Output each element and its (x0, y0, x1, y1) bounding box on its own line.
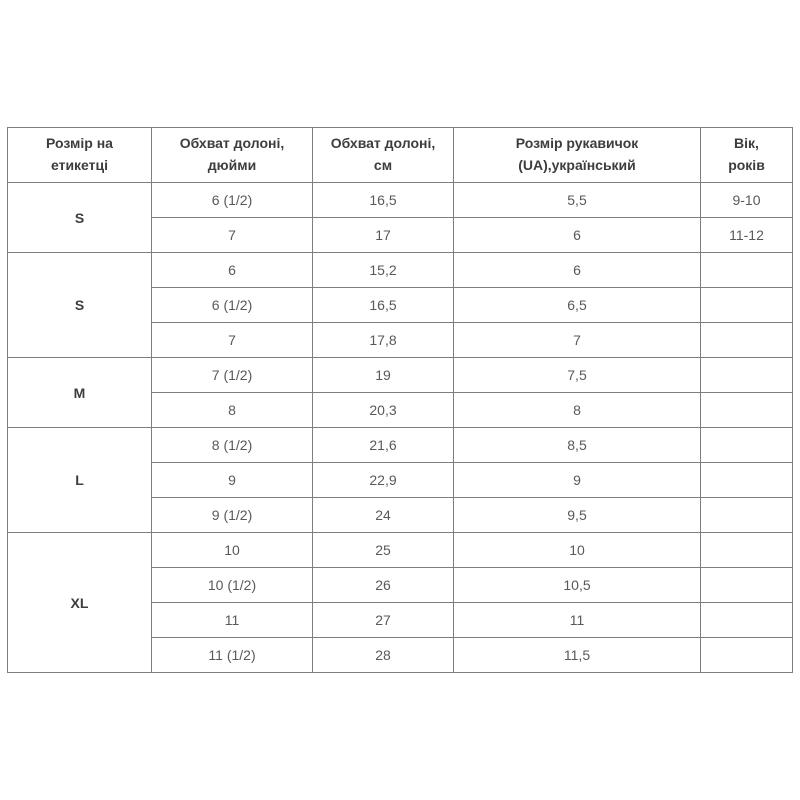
cell-age (701, 568, 793, 603)
cell-ua-size: 11,5 (454, 638, 701, 673)
cell-cm: 26 (313, 568, 454, 603)
cell-inches: 9 (1/2) (152, 498, 313, 533)
header-line: Розмір на (46, 135, 113, 152)
cell-age: 9-10 (701, 183, 793, 218)
cell-ua-size: 7 (454, 323, 701, 358)
cell-cm: 27 (313, 603, 454, 638)
header-line: Обхват долоні, (179, 135, 285, 152)
cell-cm: 21,6 (313, 428, 454, 463)
cell-age (701, 393, 793, 428)
column-header-label-size (8, 128, 152, 183)
cell-age (701, 638, 793, 673)
cell-ua-size: 10,5 (454, 568, 701, 603)
table-row (8, 428, 793, 463)
cell-inches: 6 (1/2) (152, 288, 313, 323)
table-row (8, 253, 793, 288)
cell-inches: 8 (1/2) (152, 428, 313, 463)
cell-inches: 7 (152, 218, 313, 253)
cell-age (701, 323, 793, 358)
table-row (8, 183, 793, 218)
size-label-cell: S (8, 253, 152, 358)
cell-ua-size: 6 (454, 218, 701, 253)
table-row (8, 358, 793, 393)
cell-age (701, 603, 793, 638)
cell-ua-size: 6,5 (454, 288, 701, 323)
column-header-age (701, 128, 793, 183)
cell-inches: 7 (1/2) (152, 358, 313, 393)
size-label-cell: XL (8, 533, 152, 673)
cell-cm: 16,5 (313, 288, 454, 323)
cell-ua-size: 5,5 (454, 183, 701, 218)
cell-ua-size: 8 (454, 393, 701, 428)
header-line: см (373, 157, 393, 173)
cell-age (701, 288, 793, 323)
cell-age (701, 358, 793, 393)
cell-ua-size: 9,5 (454, 498, 701, 533)
cell-cm: 17,8 (313, 323, 454, 358)
cell-cm: 25 (313, 533, 454, 568)
cell-ua-size: 8,5 (454, 428, 701, 463)
cell-age (701, 463, 793, 498)
header-row (8, 128, 793, 183)
cell-inches: 8 (152, 393, 313, 428)
cell-cm: 28 (313, 638, 454, 673)
cell-inches: 7 (152, 323, 313, 358)
cell-inches: 9 (152, 463, 313, 498)
header-line: років (728, 157, 765, 173)
cell-age (701, 533, 793, 568)
header-line: (UA),український (518, 157, 636, 173)
cell-inches: 10 (1/2) (152, 568, 313, 603)
header-line: Вік, (734, 135, 759, 152)
header-line: Розмір рукавичок (515, 135, 639, 152)
cell-cm: 22,9 (313, 463, 454, 498)
cell-age (701, 253, 793, 288)
cell-inches: 10 (152, 533, 313, 568)
cell-age (701, 498, 793, 533)
size-label-cell: S (8, 183, 152, 253)
size-label-cell: L (8, 428, 152, 533)
cell-ua-size: 6 (454, 253, 701, 288)
column-header-ua-size (454, 128, 701, 183)
glove-size-table (7, 127, 793, 673)
cell-inches: 11 (152, 603, 313, 638)
header-line: Обхват долоні, (330, 135, 436, 152)
table-row (8, 533, 793, 568)
cell-inches: 11 (1/2) (152, 638, 313, 673)
cell-cm: 16,5 (313, 183, 454, 218)
column-header-palm-cm (313, 128, 454, 183)
cell-cm: 19 (313, 358, 454, 393)
cell-cm: 20,3 (313, 393, 454, 428)
cell-inches: 6 (1/2) (152, 183, 313, 218)
cell-cm: 15,2 (313, 253, 454, 288)
header-line: етикетці (50, 157, 109, 173)
cell-cm: 24 (313, 498, 454, 533)
header-line: дюйми (207, 157, 257, 173)
size-label-cell: M (8, 358, 152, 428)
cell-age: 11-12 (701, 218, 793, 253)
cell-ua-size: 11 (454, 603, 701, 638)
cell-ua-size: 9 (454, 463, 701, 498)
cell-cm: 17 (313, 218, 454, 253)
cell-inches: 6 (152, 253, 313, 288)
cell-ua-size: 7,5 (454, 358, 701, 393)
cell-age (701, 428, 793, 463)
column-header-palm-inches (152, 128, 313, 183)
cell-ua-size: 10 (454, 533, 701, 568)
